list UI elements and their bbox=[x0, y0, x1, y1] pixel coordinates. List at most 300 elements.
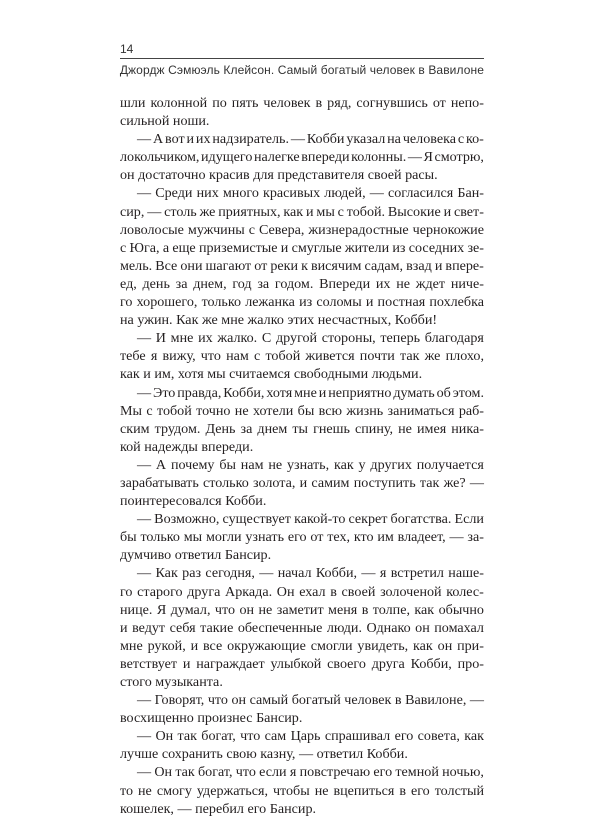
text-line bbox=[120, 745, 484, 763]
word: друга bbox=[371, 655, 405, 672]
word: своей bbox=[367, 167, 402, 184]
word: жалко. bbox=[217, 330, 258, 347]
word: нам bbox=[240, 456, 264, 473]
word: так bbox=[400, 348, 420, 365]
word: Он bbox=[276, 583, 295, 600]
text-line bbox=[120, 492, 484, 510]
word: спрашивал bbox=[324, 728, 391, 745]
word: меня bbox=[328, 601, 358, 618]
word: думать bbox=[393, 384, 435, 401]
word: для bbox=[253, 167, 274, 184]
word: его bbox=[394, 728, 414, 745]
word: перебил bbox=[195, 800, 244, 817]
word: Аркада. bbox=[225, 583, 273, 600]
word: День bbox=[205, 420, 236, 437]
word: соломы bbox=[316, 294, 362, 311]
word: сам bbox=[264, 728, 287, 745]
word: — bbox=[259, 565, 274, 582]
word: лучше bbox=[120, 746, 159, 763]
word: обычно bbox=[438, 601, 484, 618]
word: узнать, bbox=[286, 456, 330, 473]
word: — bbox=[407, 149, 422, 166]
word: к bbox=[301, 257, 308, 274]
header-rule bbox=[120, 58, 484, 59]
word: об bbox=[436, 384, 451, 401]
word: за bbox=[175, 275, 188, 292]
text-line bbox=[120, 583, 484, 601]
word: мужчины bbox=[187, 221, 245, 238]
word: Юга, bbox=[129, 239, 160, 256]
word: Севера, bbox=[258, 221, 305, 238]
word: согнувшись bbox=[356, 95, 428, 111]
word: Кобби, bbox=[223, 384, 265, 401]
word: от bbox=[310, 529, 324, 546]
word: А bbox=[155, 456, 167, 473]
word: колонны. bbox=[351, 149, 407, 166]
word: с bbox=[457, 131, 465, 148]
word: стороны, bbox=[321, 330, 376, 347]
text-line bbox=[120, 166, 484, 184]
text-line bbox=[120, 546, 484, 564]
word: висячим bbox=[310, 257, 362, 274]
word: у bbox=[358, 456, 366, 473]
word: впереди. bbox=[201, 438, 254, 455]
word: Все bbox=[155, 257, 178, 274]
word: нам bbox=[226, 348, 249, 365]
word: этих bbox=[287, 312, 315, 329]
word: самим bbox=[311, 474, 350, 491]
word: ским bbox=[120, 420, 150, 437]
word: другой bbox=[275, 330, 318, 347]
word: — bbox=[137, 456, 152, 473]
word: Однако bbox=[366, 619, 411, 636]
word: А bbox=[152, 131, 164, 148]
word: думал, bbox=[170, 601, 211, 618]
word: ника- bbox=[451, 420, 484, 437]
word: мы bbox=[183, 529, 203, 546]
word: ты bbox=[292, 420, 309, 437]
word: он bbox=[239, 601, 255, 618]
word: он bbox=[437, 637, 453, 654]
word: получается bbox=[416, 456, 484, 473]
word: как bbox=[414, 601, 435, 618]
word: Я bbox=[423, 149, 433, 166]
word: его bbox=[373, 764, 393, 781]
word: в bbox=[330, 583, 337, 600]
word: столько bbox=[203, 474, 249, 491]
word: и bbox=[365, 294, 374, 311]
word: указал bbox=[346, 131, 386, 148]
word: раз bbox=[182, 565, 202, 582]
text-line bbox=[120, 637, 484, 655]
word: себя bbox=[169, 619, 196, 636]
word: не bbox=[398, 420, 412, 437]
text-line bbox=[120, 402, 484, 420]
word: не bbox=[268, 456, 283, 473]
word: ветствует bbox=[120, 655, 178, 672]
word: налегке bbox=[253, 149, 300, 166]
word: увидеть, bbox=[357, 637, 409, 654]
word: И bbox=[155, 330, 166, 347]
word: друга bbox=[187, 583, 221, 600]
word: Кобби! bbox=[394, 312, 438, 329]
word: в bbox=[361, 601, 369, 618]
word: богат, bbox=[201, 728, 236, 745]
word: столь bbox=[164, 203, 197, 220]
word: ужин. bbox=[137, 312, 173, 329]
word: красив bbox=[209, 167, 250, 184]
word: не bbox=[396, 275, 411, 292]
word: их bbox=[195, 131, 211, 148]
word: обеспеченные bbox=[237, 619, 323, 636]
word: — bbox=[137, 511, 152, 528]
word: мне bbox=[120, 637, 143, 654]
word: хотели bbox=[252, 402, 294, 419]
word: существует bbox=[222, 511, 291, 528]
word: Кобби, bbox=[315, 565, 358, 582]
word: жизнерадостные bbox=[308, 221, 409, 238]
word: он bbox=[231, 692, 247, 709]
word: зе- bbox=[467, 239, 484, 256]
word: согласился bbox=[388, 185, 454, 202]
word: стого bbox=[120, 674, 152, 690]
word: так bbox=[177, 728, 197, 745]
word: тобой bbox=[156, 402, 192, 419]
word: других bbox=[370, 456, 412, 473]
word: впере- bbox=[445, 257, 484, 274]
word: Бансир. bbox=[256, 710, 303, 727]
text-line bbox=[120, 130, 484, 148]
text-line bbox=[120, 619, 484, 637]
word: трудом. bbox=[154, 420, 201, 437]
word: с bbox=[146, 402, 153, 419]
word: нице. bbox=[120, 601, 153, 618]
word: мне bbox=[294, 384, 317, 401]
word: еще bbox=[172, 239, 196, 256]
word: — bbox=[137, 692, 152, 709]
word: го bbox=[120, 583, 133, 600]
word: же bbox=[201, 312, 218, 329]
text-line bbox=[120, 112, 484, 130]
word: почти bbox=[359, 348, 395, 365]
word: ряд, bbox=[327, 95, 352, 111]
word: им, bbox=[154, 366, 175, 383]
word: за bbox=[240, 420, 253, 437]
word: днем, bbox=[193, 275, 227, 292]
word: ед, bbox=[120, 275, 137, 292]
word: точно bbox=[196, 402, 231, 419]
word: казну, bbox=[260, 746, 296, 763]
text-line bbox=[120, 365, 484, 383]
word: тебе bbox=[120, 348, 146, 365]
text-line bbox=[120, 221, 484, 239]
word: — bbox=[361, 565, 376, 582]
word: приземистые bbox=[198, 239, 278, 256]
word: — bbox=[137, 330, 152, 347]
word: повстречаю bbox=[299, 764, 371, 781]
word: и bbox=[190, 637, 199, 654]
word: правда, bbox=[177, 384, 222, 401]
text-line bbox=[120, 456, 484, 474]
word: Кобби bbox=[306, 131, 345, 148]
word: с bbox=[337, 203, 344, 220]
word: с bbox=[254, 348, 261, 365]
word: Говорят, bbox=[154, 692, 205, 709]
word: бы bbox=[219, 456, 236, 473]
word: Как bbox=[176, 312, 199, 329]
word: произнес bbox=[197, 710, 253, 727]
word: колес- bbox=[446, 583, 484, 600]
word: они bbox=[180, 257, 203, 274]
word: локольчиком, bbox=[120, 149, 200, 166]
word: награждает bbox=[196, 655, 265, 672]
word: — bbox=[469, 474, 484, 491]
word: как bbox=[413, 637, 433, 654]
word: — bbox=[137, 384, 152, 401]
text-line bbox=[120, 94, 484, 112]
word: улыбкой bbox=[270, 655, 322, 672]
word: — bbox=[137, 728, 152, 745]
text-line bbox=[120, 293, 484, 311]
word: восхищенно bbox=[120, 710, 194, 727]
word: лежанка bbox=[245, 294, 295, 311]
word: живется bbox=[305, 348, 355, 365]
word: их bbox=[375, 275, 391, 292]
word: совета, bbox=[417, 728, 460, 745]
word: Я bbox=[156, 601, 167, 618]
word: достаточно bbox=[138, 167, 206, 184]
text-line bbox=[120, 655, 484, 673]
word: — bbox=[137, 764, 152, 781]
text-line bbox=[120, 782, 484, 800]
word: ловолосые bbox=[120, 221, 184, 238]
word: смогу bbox=[156, 782, 192, 799]
word: годом. bbox=[274, 275, 314, 292]
word: — bbox=[290, 131, 305, 148]
word: мы bbox=[316, 203, 335, 220]
word: днем bbox=[257, 420, 288, 437]
word: Как bbox=[155, 565, 178, 582]
text-line bbox=[120, 203, 484, 221]
word: и bbox=[306, 203, 314, 220]
word: кто bbox=[353, 529, 374, 546]
word: так bbox=[175, 764, 195, 781]
word: могли bbox=[205, 529, 242, 546]
word: плохо, bbox=[445, 348, 484, 365]
word: его bbox=[410, 782, 430, 799]
text-line bbox=[120, 329, 484, 347]
word: вот bbox=[165, 131, 185, 148]
word: в bbox=[394, 692, 402, 709]
word: как bbox=[283, 203, 304, 220]
page-number: 14 bbox=[120, 42, 134, 56]
word: гнешь bbox=[313, 420, 350, 437]
word: как bbox=[333, 456, 354, 473]
word: на bbox=[387, 131, 401, 148]
word: день bbox=[142, 275, 170, 292]
word: похлебка bbox=[429, 294, 484, 311]
text-line bbox=[120, 510, 484, 528]
word: музыканта. bbox=[155, 674, 223, 690]
word: всю bbox=[318, 402, 342, 419]
word: ноши. bbox=[172, 113, 210, 130]
word: ответил bbox=[174, 547, 222, 564]
word: если bbox=[259, 764, 287, 781]
word: пять bbox=[231, 95, 259, 111]
word: мель. bbox=[120, 257, 153, 274]
word: реки bbox=[270, 257, 299, 274]
word: с bbox=[120, 239, 127, 256]
word: я bbox=[379, 565, 387, 582]
text-line bbox=[120, 800, 484, 818]
word: жизнь bbox=[346, 402, 384, 419]
word: чернокожие bbox=[412, 221, 484, 238]
text-line bbox=[120, 673, 484, 691]
word: не bbox=[314, 782, 329, 799]
word: — bbox=[298, 746, 314, 763]
word: идущего bbox=[201, 149, 253, 166]
word: мне bbox=[170, 330, 194, 347]
word: и bbox=[120, 619, 128, 636]
word: только bbox=[140, 529, 180, 546]
word: — bbox=[177, 800, 192, 817]
word: что bbox=[207, 692, 228, 709]
word: я bbox=[150, 348, 158, 365]
word: самый bbox=[249, 692, 289, 709]
word: и bbox=[318, 384, 327, 401]
word: ниче- bbox=[450, 275, 484, 292]
word: Бансир. bbox=[269, 800, 317, 817]
text-line bbox=[120, 239, 484, 257]
word: ехал bbox=[299, 583, 326, 600]
word: ночью, bbox=[442, 764, 484, 781]
word: человек bbox=[263, 95, 311, 111]
word: свою bbox=[226, 746, 257, 763]
text-line bbox=[120, 763, 484, 781]
word: Он bbox=[155, 728, 174, 745]
word: колонной bbox=[150, 95, 208, 111]
word: из bbox=[299, 294, 313, 311]
word: надежды bbox=[144, 438, 198, 455]
text-line bbox=[120, 438, 484, 456]
word: люди. bbox=[326, 619, 362, 636]
word: не bbox=[258, 601, 273, 618]
word: год bbox=[232, 275, 252, 292]
word: заниматься bbox=[387, 402, 455, 419]
word: бы bbox=[120, 529, 137, 546]
text-line bbox=[120, 420, 484, 438]
word: сохранить bbox=[161, 746, 223, 763]
word: ждет bbox=[415, 275, 446, 292]
word: — bbox=[449, 529, 464, 546]
word: секрет bbox=[348, 511, 388, 528]
word: представителя bbox=[277, 167, 365, 184]
word: Бансир. bbox=[224, 547, 272, 564]
word: ведут bbox=[132, 619, 166, 636]
word: непо- bbox=[450, 95, 484, 111]
word: Это bbox=[153, 384, 176, 401]
word: и bbox=[143, 366, 151, 383]
word: хорошего, bbox=[136, 294, 198, 311]
word: он bbox=[120, 167, 135, 184]
word: сильной bbox=[120, 113, 170, 130]
word: своей bbox=[341, 583, 376, 600]
word: го bbox=[120, 294, 133, 311]
word: мы bbox=[207, 366, 226, 383]
word: только bbox=[201, 294, 242, 311]
word: садам, bbox=[364, 257, 404, 274]
word: впереди bbox=[301, 149, 350, 166]
word: он bbox=[415, 619, 430, 636]
word: их bbox=[198, 330, 213, 347]
word: Кобби, bbox=[410, 655, 452, 672]
word: людьми. bbox=[371, 366, 423, 383]
word: толстый bbox=[434, 782, 484, 799]
word: рукой, bbox=[147, 637, 186, 654]
word: и bbox=[299, 474, 308, 491]
word: мне bbox=[221, 312, 245, 329]
word: шагают bbox=[205, 257, 252, 274]
word: так bbox=[419, 474, 440, 491]
word: толпе, bbox=[372, 601, 410, 618]
word: раб- bbox=[458, 402, 484, 419]
word: поступить bbox=[353, 474, 416, 491]
word: постная bbox=[377, 294, 426, 311]
word: этом. bbox=[452, 384, 484, 401]
word: с bbox=[248, 221, 255, 238]
word: поинтересовался bbox=[120, 493, 222, 510]
word: жители bbox=[344, 239, 390, 256]
word: тобой. bbox=[346, 203, 386, 220]
word: думчиво bbox=[120, 547, 172, 564]
word: за- bbox=[467, 529, 484, 546]
word: и bbox=[280, 239, 289, 256]
word: заметит bbox=[276, 601, 324, 618]
word: и bbox=[186, 131, 195, 148]
text-line bbox=[120, 564, 484, 582]
word: вижу, bbox=[162, 348, 196, 365]
word: все bbox=[202, 637, 223, 654]
word: при- bbox=[457, 637, 484, 654]
word: не bbox=[138, 782, 152, 799]
word: смуглые bbox=[291, 239, 342, 256]
word: хотя bbox=[266, 384, 293, 401]
word: взад bbox=[406, 257, 432, 274]
word: хотя bbox=[177, 366, 204, 383]
word: начал bbox=[277, 565, 312, 582]
word: про- bbox=[457, 655, 484, 672]
word: жалко bbox=[247, 312, 284, 329]
word: — bbox=[147, 203, 162, 220]
word: что bbox=[235, 764, 256, 781]
word: за bbox=[257, 275, 270, 292]
word: окружающие bbox=[227, 637, 306, 654]
word: как bbox=[464, 728, 484, 745]
text-line bbox=[120, 257, 484, 275]
text-line bbox=[120, 727, 484, 745]
word: на bbox=[120, 312, 134, 329]
word: зарабатывать bbox=[120, 474, 199, 491]
word: спину, bbox=[355, 420, 394, 437]
word: кой bbox=[120, 438, 141, 455]
word: удержаться, bbox=[196, 782, 268, 799]
word: я bbox=[289, 764, 297, 781]
word: от bbox=[254, 257, 268, 274]
word: шли bbox=[120, 95, 146, 111]
word: считаемся bbox=[229, 366, 291, 383]
word: смогли bbox=[310, 637, 353, 654]
word: и bbox=[443, 203, 452, 220]
